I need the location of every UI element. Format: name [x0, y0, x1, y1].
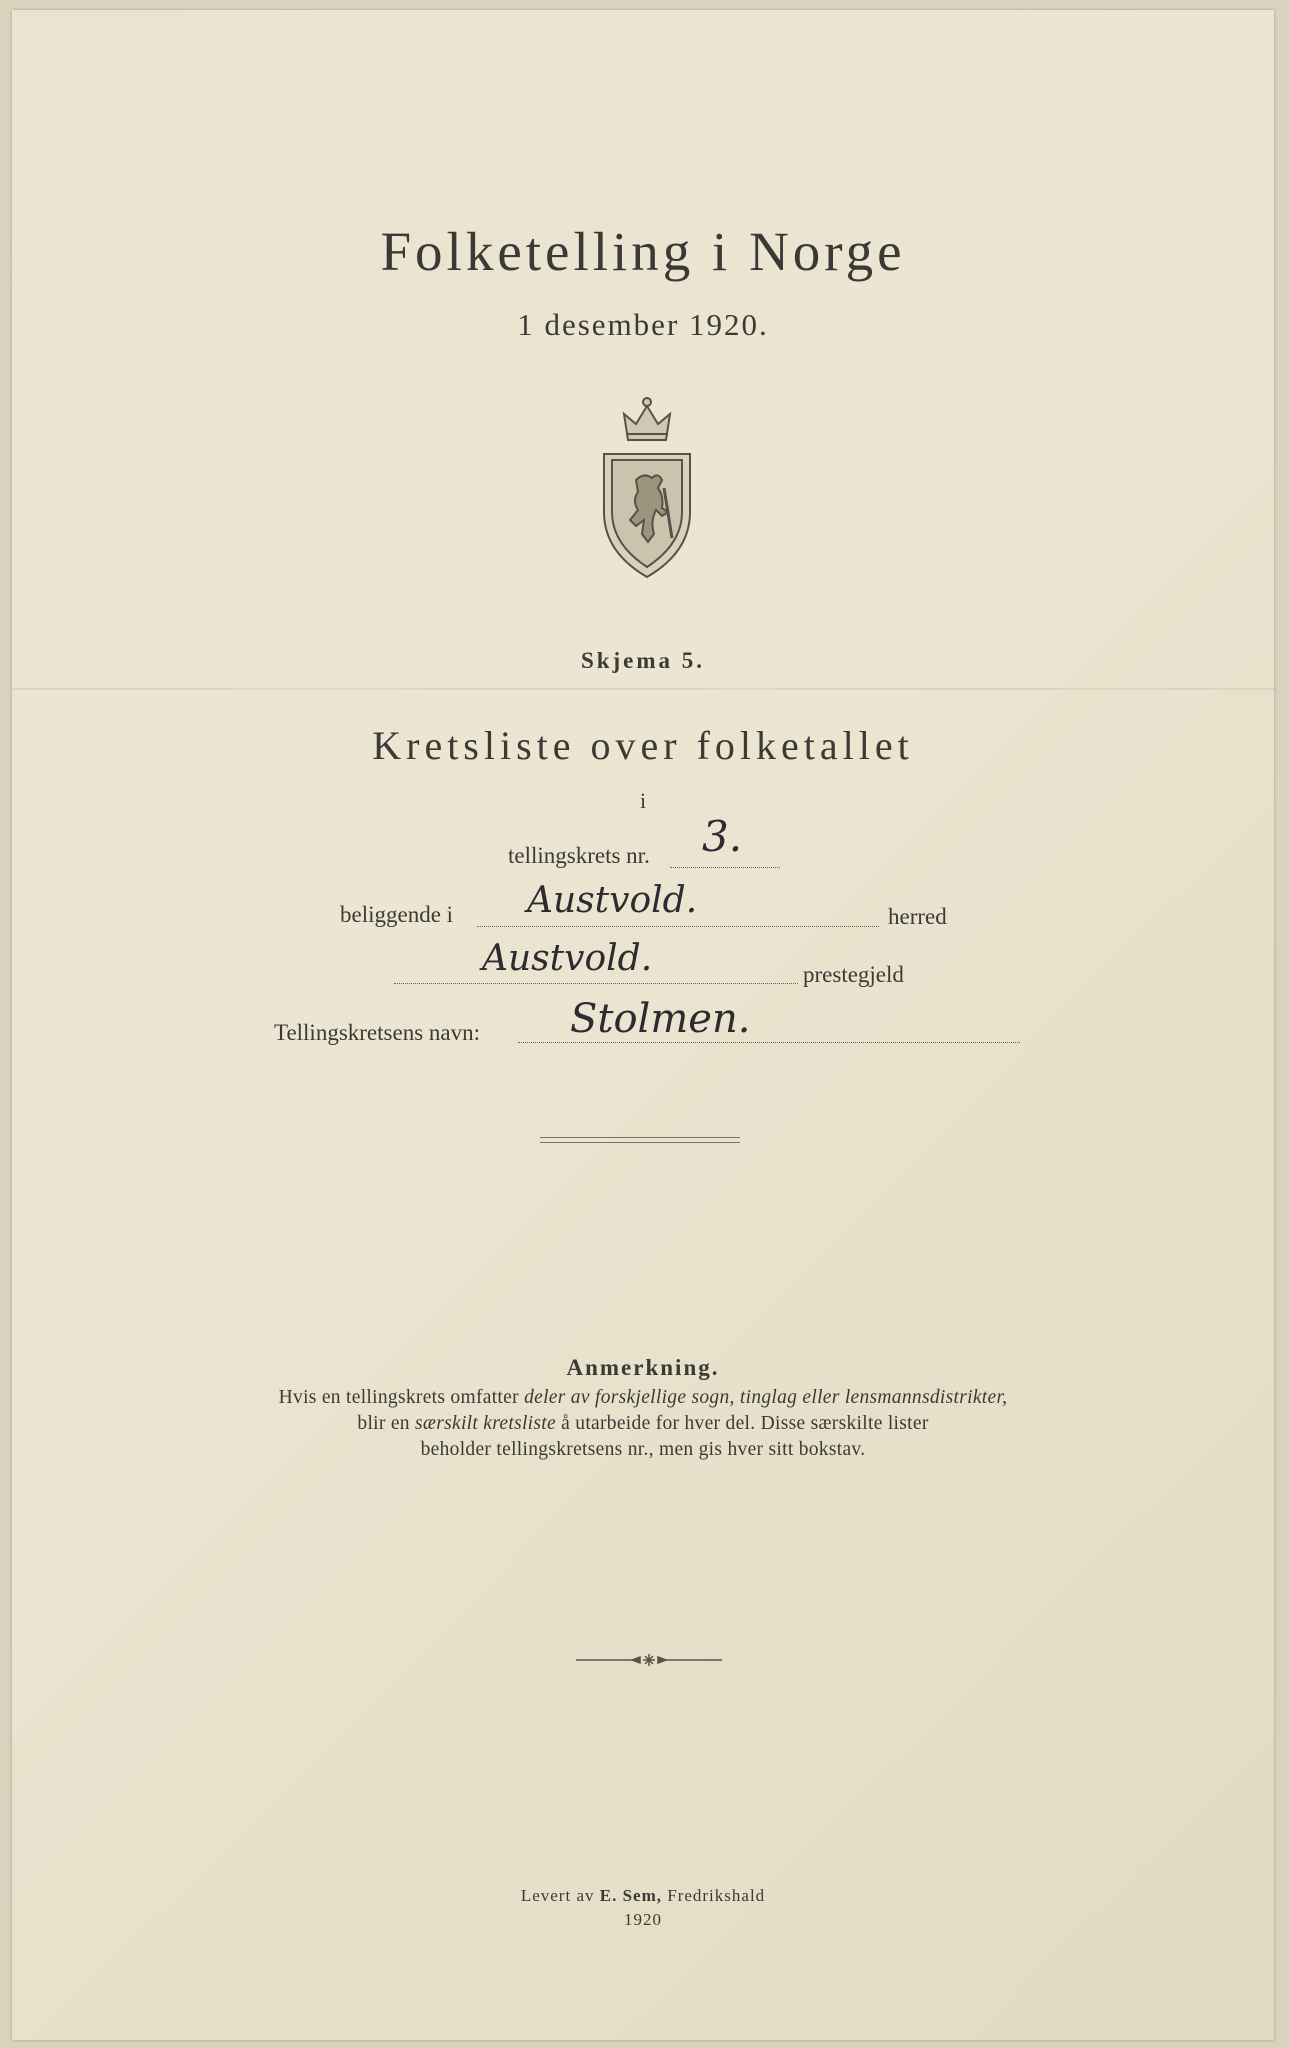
note-line-1-emphasis: deler av forskjellige sogn, tinglag eller lensmannsdistrikter,: [524, 1387, 1008, 1408]
parish-label: prestegjeld: [803, 962, 904, 987]
municipality-value: Austvold.: [527, 880, 698, 921]
district-number-field[interactable]: [670, 867, 780, 868]
printer-location: Fredrikshald: [661, 1886, 766, 1905]
district-name-label: Tellingskretsens navn:: [274, 1020, 480, 1045]
printer-year: 1920: [624, 1910, 662, 1929]
herred-label: herred: [888, 904, 947, 929]
note-heading: Anmerkning.: [566, 1355, 720, 1380]
note-line-1-text: Hvis en tellingskrets omfatter: [278, 1387, 525, 1408]
district-number-value: 3.: [702, 812, 743, 861]
district-name-value: Stolmen.: [570, 996, 751, 1042]
preposition: i: [639, 788, 647, 813]
printer-credit: [12, 1886, 1274, 1906]
ornament-divider-icon: [574, 1652, 724, 1668]
paper-fold: [12, 688, 1274, 690]
census-form-page: [12, 10, 1274, 2040]
note-line-2: [12, 1413, 1274, 1435]
parish-field[interactable]: [394, 983, 798, 984]
note-line-2-text-a: blir en: [357, 1413, 416, 1434]
note-line-2-text-b: å utarbeide for hver del. Disse særskilte lister: [555, 1413, 929, 1434]
page-title: Folketelling i Norge: [380, 221, 906, 282]
located-in-label: beliggende i: [340, 902, 454, 927]
district-name-field[interactable]: [518, 1042, 1020, 1043]
schema-number: Skjema 5.: [580, 648, 706, 673]
district-number-label: tellingskrets nr.: [508, 843, 650, 868]
note-line-3: beholder tellingskretsens nr., men gis hver sitt bokstav.: [420, 1439, 866, 1460]
parish-value: Austvold.: [482, 938, 653, 979]
note-line-2-emphasis: særskilt kretsliste: [415, 1413, 556, 1434]
printer-text-a: Levert av: [520, 1886, 600, 1905]
section-divider: [540, 1137, 740, 1143]
note-line-1: [12, 1387, 1274, 1409]
municipality-field[interactable]: [477, 926, 879, 927]
census-date: 1 desember 1920.: [517, 307, 769, 342]
printer-name: E. Sem,: [599, 1886, 662, 1905]
form-heading: Kretsliste over folketallet: [372, 723, 914, 768]
norway-coat-of-arms-icon: [592, 392, 702, 582]
